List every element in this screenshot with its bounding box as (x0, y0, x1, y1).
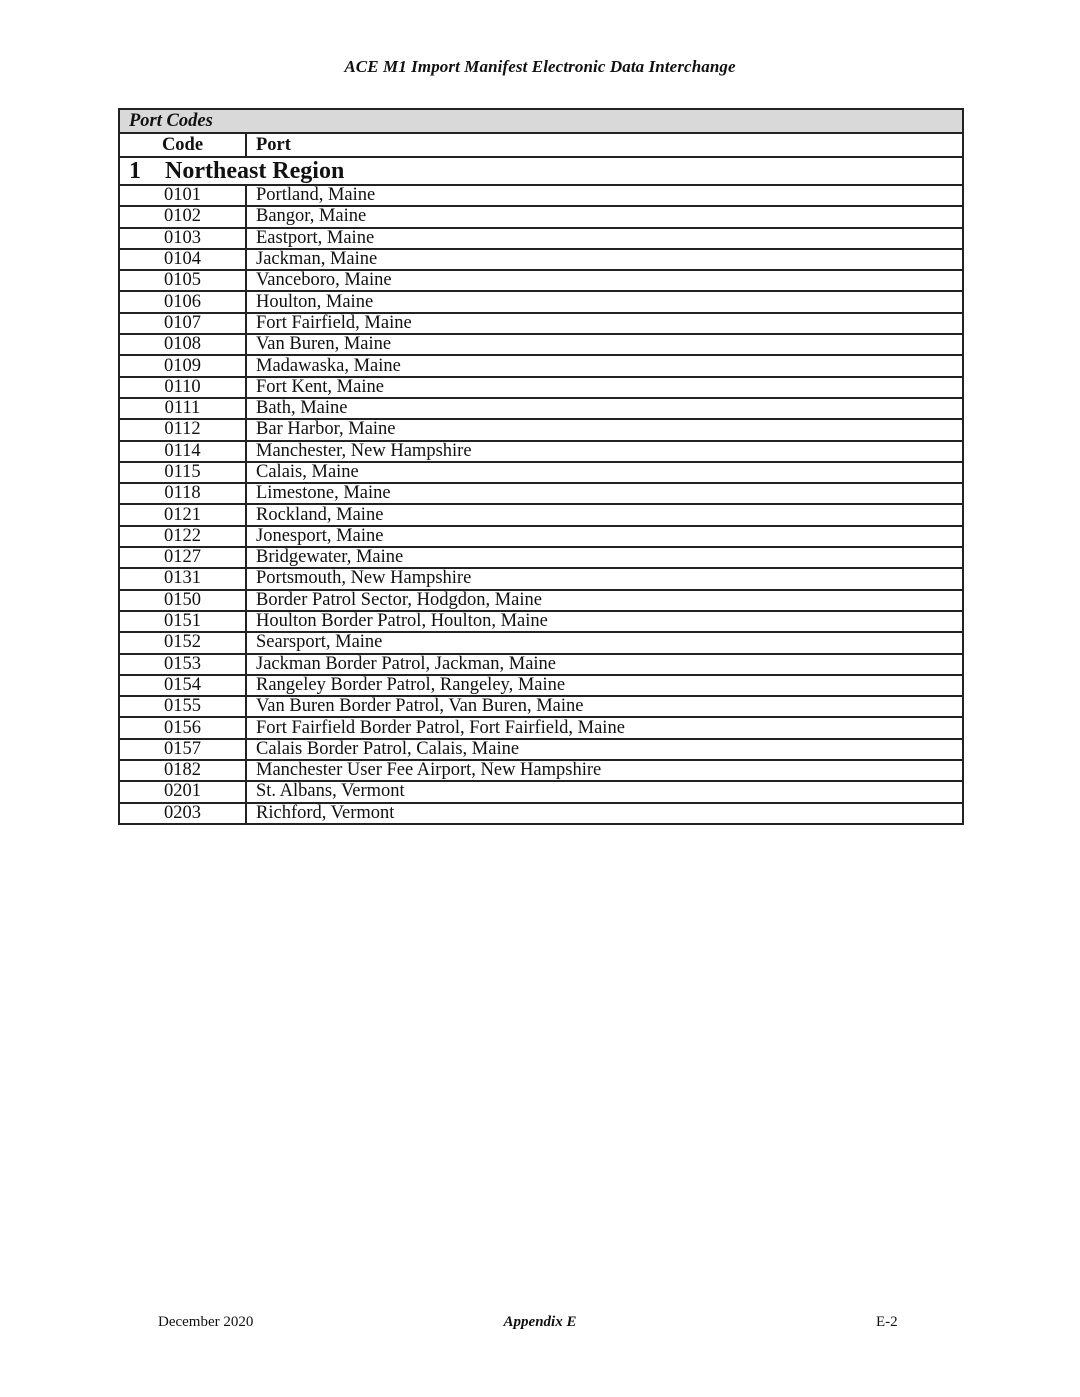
port-name-cell: Fort Fairfield Border Patrol, Fort Fairfield, Maine (246, 717, 963, 738)
table-row (119, 526, 963, 547)
port-name-cell: Bridgewater, Maine (246, 547, 963, 568)
port-name-cell: Bath, Maine (246, 398, 963, 419)
table-row (119, 228, 963, 249)
port-name-cell: Calais, Maine (246, 462, 963, 483)
port-code-cell: 0108 (119, 334, 246, 355)
table-title: Port Codes (119, 109, 963, 133)
table-row (119, 249, 963, 270)
table-row (119, 568, 963, 589)
port-code-cell: 0102 (119, 206, 246, 227)
column-header-port: Port (246, 133, 963, 157)
port-code-cell: 0101 (119, 185, 246, 206)
port-code-cell: 0156 (119, 717, 246, 738)
port-name-cell: Jonesport, Maine (246, 526, 963, 547)
port-name-cell: Rockland, Maine (246, 504, 963, 525)
table-row (119, 675, 963, 696)
port-code-cell: 0109 (119, 355, 246, 376)
table-row (119, 313, 963, 334)
column-header-row (119, 133, 963, 157)
port-name-cell: Fort Fairfield, Maine (246, 313, 963, 334)
port-name-cell: St. Albans, Vermont (246, 781, 963, 802)
port-code-cell: 0111 (119, 398, 246, 419)
table-row (119, 185, 963, 206)
port-name-cell: Jackman, Maine (246, 249, 963, 270)
port-code-cell: 0201 (119, 781, 246, 802)
port-name-cell: Rangeley Border Patrol, Rangeley, Maine (246, 675, 963, 696)
table-row (119, 632, 963, 653)
footer-page-number: E-2 (876, 1314, 898, 1330)
port-name-cell: Van Buren Border Patrol, Van Buren, Maine (246, 696, 963, 717)
column-header-code: Code (119, 133, 246, 157)
port-code-cell: 0127 (119, 547, 246, 568)
port-code-cell: 0182 (119, 760, 246, 781)
table-row (119, 419, 963, 440)
port-code-cell: 0131 (119, 568, 246, 589)
table-row (119, 590, 963, 611)
port-code-cell: 0104 (119, 249, 246, 270)
table-row (119, 334, 963, 355)
port-codes-table (118, 108, 964, 825)
port-code-cell: 0107 (119, 313, 246, 334)
port-code-cell: 0151 (119, 611, 246, 632)
region-name: Northeast Region (165, 158, 345, 184)
port-name-cell: Houlton, Maine (246, 291, 963, 312)
table-row (119, 547, 963, 568)
port-code-cell: 0203 (119, 803, 246, 824)
table-row (119, 270, 963, 291)
port-name-cell: Border Patrol Sector, Hodgdon, Maine (246, 590, 963, 611)
port-code-cell: 0121 (119, 504, 246, 525)
port-name-cell: Vanceboro, Maine (246, 270, 963, 291)
port-code-cell: 0154 (119, 675, 246, 696)
table-row (119, 696, 963, 717)
table-row (119, 717, 963, 738)
port-name-cell: Van Buren, Maine (246, 334, 963, 355)
port-code-cell: 0122 (119, 526, 246, 547)
port-name-cell: Manchester, New Hampshire (246, 441, 963, 462)
port-code-cell: 0103 (119, 228, 246, 249)
port-name-cell: Madawaska, Maine (246, 355, 963, 376)
table-row (119, 504, 963, 525)
port-code-cell: 0150 (119, 590, 246, 611)
footer-date: December 2020 (158, 1314, 254, 1330)
port-code-cell: 0153 (119, 654, 246, 675)
port-name-cell: Eastport, Maine (246, 228, 963, 249)
port-name-cell: Manchester User Fee Airport, New Hampshire (246, 760, 963, 781)
table-row (119, 441, 963, 462)
table-row (119, 611, 963, 632)
port-code-cell: 0110 (119, 377, 246, 398)
table-title-row (119, 109, 963, 133)
port-name-cell: Houlton Border Patrol, Houlton, Maine (246, 611, 963, 632)
region-heading (119, 157, 963, 185)
port-code-cell: 0157 (119, 739, 246, 760)
table-row (119, 398, 963, 419)
table-row (119, 654, 963, 675)
table-row (119, 377, 963, 398)
table-row (119, 206, 963, 227)
port-name-cell: Searsport, Maine (246, 632, 963, 653)
port-name-cell: Bangor, Maine (246, 206, 963, 227)
footer-section: Appendix E (503, 1314, 577, 1330)
port-name-cell: Bar Harbor, Maine (246, 419, 963, 440)
port-code-cell: 0105 (119, 270, 246, 291)
page-header-title: ACE M1 Import Manifest Electronic Data Interchange (344, 57, 736, 76)
port-name-cell: Calais Border Patrol, Calais, Maine (246, 739, 963, 760)
port-name-cell: Jackman Border Patrol, Jackman, Maine (246, 654, 963, 675)
region-number: 1 (129, 158, 141, 184)
table-row (119, 739, 963, 760)
port-name-cell: Portsmouth, New Hampshire (246, 568, 963, 589)
port-name-cell: Fort Kent, Maine (246, 377, 963, 398)
port-name-cell: Limestone, Maine (246, 483, 963, 504)
region-row (119, 157, 963, 185)
port-code-cell: 0152 (119, 632, 246, 653)
table-row (119, 291, 963, 312)
port-code-cell: 0106 (119, 291, 246, 312)
table-row (119, 462, 963, 483)
table-row (119, 781, 963, 802)
table-row (119, 803, 963, 824)
port-code-cell: 0118 (119, 483, 246, 504)
port-name-cell: Portland, Maine (246, 185, 963, 206)
port-name-cell: Richford, Vermont (246, 803, 963, 824)
port-code-cell: 0155 (119, 696, 246, 717)
port-code-cell: 0112 (119, 419, 246, 440)
table-row (119, 483, 963, 504)
table-row (119, 760, 963, 781)
port-code-cell: 0115 (119, 462, 246, 483)
port-code-cell: 0114 (119, 441, 246, 462)
table-row (119, 355, 963, 376)
